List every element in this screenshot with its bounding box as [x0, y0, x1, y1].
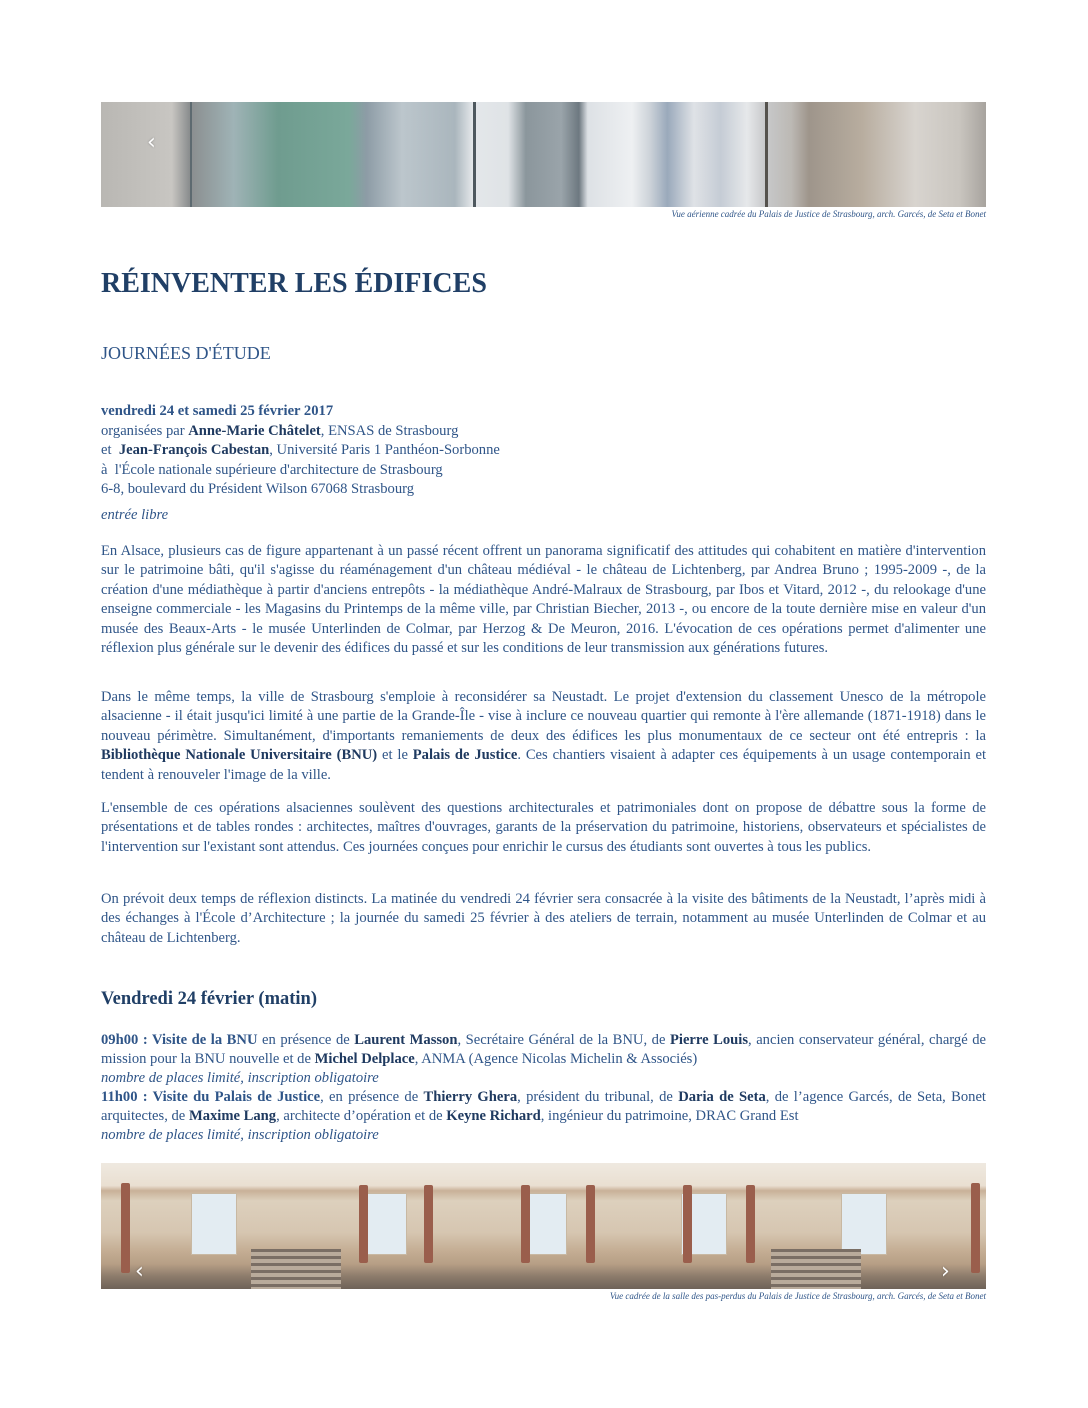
carousel-prev-button[interactable] [135, 1261, 144, 1283]
photo-detail [424, 1185, 433, 1263]
registration-note: nombre de places limité, inscription obligatoire [101, 1127, 379, 1143]
event-address: 6-8, boulevard du Président Wilson 67068 Strasbourg [101, 481, 415, 497]
photo-detail [191, 1193, 237, 1255]
speaker-name: Pierre Louis [669, 1032, 749, 1048]
carousel-prev-button[interactable] [147, 132, 156, 154]
page-title: RÉINVENTER LES ÉDIFICES [101, 268, 487, 299]
carousel-next-button[interactable] [941, 1261, 950, 1283]
event-date: vendredi 24 et samedi 25 février 2017 [101, 403, 334, 419]
event-info [101, 402, 500, 500]
chevron-left-icon: ‹ [135, 1259, 144, 1284]
paragraph-intro: En Alsace, plusieurs cas de figure appartenant à un passé récent offrent un panorama significatif des attitudes qui cohabitent en matière d'intervention sur le patrimoine bâti, qu'il s'agisse du réaménagement d'un château médiéval - le château de Lichtenberg, par Andrea Bruno ; 1995-2009 -, de la création d'une médiathèque à partir d'anciens entrepôts - la médiathèque André-Malraux de Strasbourg, par Ibos et Vitard, 2012 -, du relookage d'une enseigne commerciale - les Magasins du Printemps de la même ville, par Christian Biecher, 2013 -, ou encore de la toute dernière mise en valeur d'un musée des Beaux-Arts - le musée Unterlinden de Colmar, par Herzog & De Meuron, 2016. L'évocation de ces opérations permet d'alimenter une réflexion plus générale sur le devenir des édifices du passé et sur les conditions de leur transmission aux générations futures. [101, 543, 986, 657]
program-item: 09h00 : Visite de la BNU en présence de Laurent Masson, Secrétaire Général de la BNU, de Pierre Louis, ancien conservateur général, chargé de mission pour la BNU nouvelle et de Michel Delplace, ANMA (Agence Nicolas Michelin & Associés) nombre de places limité, inscription obligatoire [101, 1032, 986, 1086]
top-photo-caption: Vue aérienne cadrée du Palais de Justice de Strasbourg, arch. Garcés, de Seta et Bonet [671, 209, 986, 219]
program-item: 11h00 : Visite du Palais de Justice, en présence de Thierry Ghera, président du tribunal, de Daria de Seta, de l’agence Garcés, de Seta, Bonet arquitectes, de Maxime Lang, architecte d’opération et de Keyne Richard, ingénieur du patrimoine, DRAC Grand Est nombre de places limité, inscription obligatoire [101, 1089, 986, 1143]
speaker-name: Laurent Masson [354, 1032, 458, 1048]
photo-detail [683, 1185, 692, 1263]
photo-detail [765, 102, 768, 207]
interior-photo-banner [101, 1163, 986, 1289]
organizer-name: Anne-Marie Châtelet [188, 422, 321, 439]
photo-detail [190, 102, 192, 207]
chevron-right-icon: › [941, 1259, 950, 1284]
organizer-line-2: et Jean-François Cabestan, Université Paris 1 Panthéon-Sorbonne [101, 442, 500, 458]
entry-note: entrée libre [101, 507, 169, 523]
speaker-name: Keyne Richard [446, 1108, 541, 1124]
speaker-name: Maxime Lang [188, 1108, 277, 1124]
speaker-name: Thierry Ghera [423, 1089, 518, 1105]
speaker-name: Daria de Seta [678, 1089, 766, 1105]
organizer-name: Jean-François Cabestan [118, 442, 270, 458]
program-time-title: 09h00 : Visite de la BNU [101, 1032, 258, 1048]
paragraph-schedule: On prévoit deux temps de réflexion distincts. La matinée du vendredi 24 février sera consacrée à la visite des bâtiments de la Neustadt, l’après midi à des échanges à l'École d’Architecture ; la journée du samedi 25 février à des ateliers de terrain, notamment au musée Unterlinden de Colmar et au château de Lichtenberg. [101, 891, 986, 946]
photo-detail [521, 1185, 530, 1263]
program-list [101, 1031, 986, 1145]
speaker-name: Michel Delplace [314, 1051, 415, 1067]
photo-detail [251, 1249, 341, 1289]
registration-note: nombre de places limité, inscription obligatoire [101, 1070, 379, 1086]
aerial-photo-banner [101, 102, 986, 207]
photo-detail [473, 102, 476, 207]
link-palais: Palais de Justice [412, 747, 518, 764]
bottom-photo-caption: Vue cadrée de la salle des pas-perdus du Palais de Justice de Strasbourg, arch. Garcés, de Seta et Bonet [609, 1291, 986, 1301]
event-venue: à l'École nationale supérieure d'architecture de Strasbourg [101, 461, 443, 478]
photo-detail [841, 1193, 887, 1255]
paragraph-neustadt: Dans le même temps, la ville de Strasbourg s'emploie à reconsidérer sa Neustadt. Le projet d'extension du classement Unesco de la métropole alsacienne - il était jusqu'ici limité à une partie de la Grande-Île - vise à inclure ce nouveau quartier qui remonte à l'ère allemande (1871-1918) dans le nouveau périmètre. Simultanément, d'importants remaniements de deux des édifices les plus monumentaux de ce secteur ont été entrepris : la Bibliothèque Nationale Universitaire (BNU) et le Palais de Justice. Ces chantiers visaient à adapter ces équipements à un usage contemporain et tendent à renouveler l'image de la ville. [101, 689, 986, 783]
program-time-title: 11h00 : Visite du Palais de Justice [101, 1089, 321, 1105]
organizer-line-1: organisées par Anne-Marie Châtelet, ENSAS de Strasbourg [101, 422, 459, 439]
chevron-left-icon: ‹ [147, 130, 156, 155]
photo-detail [586, 1185, 595, 1263]
photo-detail [121, 1183, 130, 1273]
photo-detail [971, 1183, 980, 1273]
page-subtitle: JOURNÉES D'ÉTUDE [101, 343, 271, 363]
photo-detail [771, 1249, 861, 1289]
paragraph-debate: L'ensemble de ces opérations alsaciennes soulèvent des questions architecturales et patrimoniales dont on propose de débattre sous la forme de présentations et de tables rondes : architectes, maîtres d'ouvrages, garants de la préservation du patrimoine, historiens, observateurs et spécialistes de l'intervention sur l'existant sont attendus. Ces journées conçues pour enrichir le cursus des étudiants sont ouvertes à tous les publics. [101, 800, 986, 855]
link-bnu: Bibliothèque Nationale Universitaire (BNU) [101, 747, 378, 764]
photo-detail [359, 1185, 368, 1263]
day-heading: Vendredi 24 février (matin) [101, 989, 317, 1009]
photo-detail [746, 1185, 755, 1263]
